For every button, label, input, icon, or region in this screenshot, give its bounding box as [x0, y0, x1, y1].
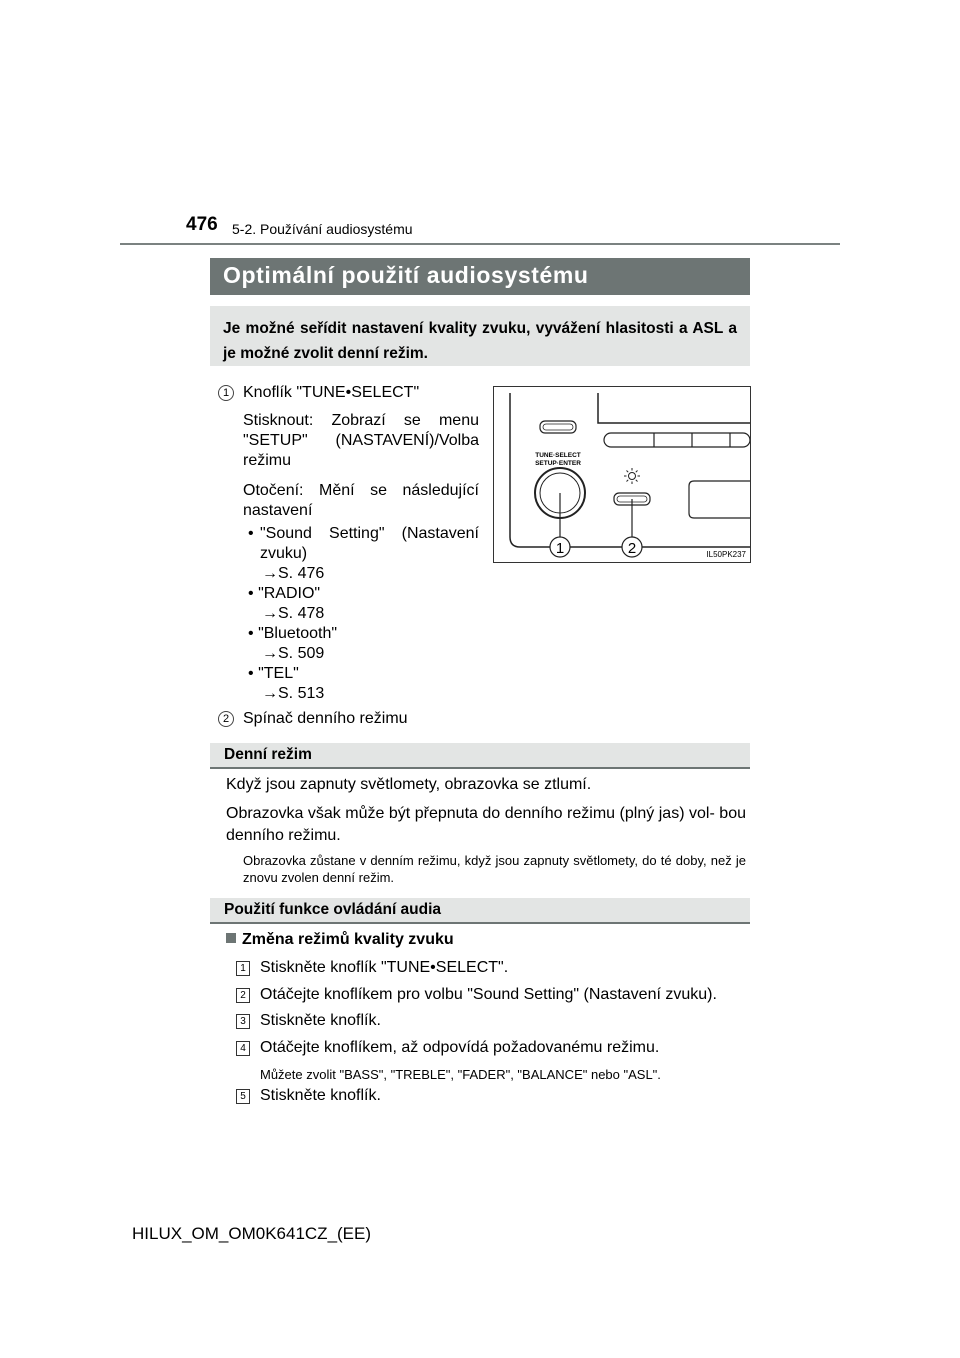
- callout-number-1: 1: [555, 540, 565, 557]
- bullet-label: "RADIO": [258, 585, 321, 602]
- knob-label-1: TUNE·SELECT: [535, 452, 581, 459]
- step-text-1: Stiskněte knoflík "TUNE•SELECT".: [260, 959, 509, 976]
- display-frame: [598, 393, 750, 423]
- day-mode-paragraph-2: Obrazovka však může být přepnuta do denního režimu (plný jas) vol- bou denního režimu.: [226, 805, 746, 844]
- bullet-label: "Sound Setting" (Nastavení zvuku): [260, 525, 479, 562]
- figure-code: IL50PK237: [706, 550, 746, 559]
- preset-buttons: [604, 433, 750, 447]
- bullet-label: "Bluetooth": [258, 625, 338, 642]
- section-heading-day-mode: [210, 743, 750, 769]
- section-title: Denní režim: [224, 746, 312, 763]
- item1-rotate: Otočení: Mění se následující nastavení: [243, 482, 479, 519]
- intro-box: [210, 306, 750, 366]
- step-text-2: Otáčejte knoflíkem pro volbu "Sound Setting" (Nastavení zvuku).: [260, 986, 717, 1003]
- step-text-4: Otáčejte knoflíkem, až odpovídá požadovanému režimu.: [260, 1039, 660, 1056]
- bullet-ref: →S. 478: [262, 605, 325, 622]
- bullet-item-3: • "Bluetooth": [248, 625, 338, 642]
- item1-title: Knoflík "TUNE•SELECT": [243, 384, 420, 401]
- day-mode-note: Obrazovka zůstane v denním režimu, když jsou zapnuty světlomety, do té doby, než je znovu zvolen denní režim.: [243, 853, 746, 885]
- top-button-inner: [543, 424, 573, 430]
- item2-title: Spínač denního režimu: [243, 710, 408, 727]
- item-badge-2: 2: [218, 711, 234, 727]
- audio-panel-figure: [493, 386, 751, 563]
- callout-number-2: 2: [627, 540, 637, 557]
- top-button: [540, 421, 576, 433]
- bullet-item-4: • "TEL": [248, 665, 299, 682]
- intro-text: Je možné seřídit nastavení kvality zvuku, vyvážení hlasitosti a ASL a je možné zvolit denní režim.: [223, 320, 737, 362]
- step-number-4: 4: [236, 1041, 250, 1056]
- step-number-3: 3: [236, 1014, 250, 1029]
- step-text-3: Stiskněte knoflík.: [260, 1012, 381, 1029]
- page-title: Optimální použití audiosystému: [223, 262, 589, 288]
- bullet-label: "TEL": [258, 665, 299, 682]
- step-number-1: 1: [236, 961, 250, 976]
- bullet-ref: →S. 476: [262, 565, 325, 582]
- item-badge-1: 1: [218, 385, 234, 401]
- subheading-sound-quality: [226, 931, 454, 949]
- bullet-item-2: • "RADIO": [248, 585, 321, 602]
- day-mode-paragraph-1: Když jsou zapnuty světlomety, obrazovka se ztlumí.: [226, 776, 592, 793]
- knob-label-2: SETUP·ENTER: [535, 460, 581, 467]
- header-rule: [120, 243, 840, 245]
- bullet-item-1: • "Sound Setting" (Nastavení zvuku): [248, 525, 479, 562]
- subheading-text: Změna režimů kvality zvuku: [242, 931, 454, 948]
- step-number-5: 5: [236, 1089, 250, 1104]
- step-number-2: 2: [236, 988, 250, 1003]
- square-bullet-icon: [226, 933, 236, 943]
- step-text-5: Stiskněte knoflík.: [260, 1087, 381, 1104]
- bullet-ref: →S. 513: [262, 685, 325, 702]
- running-head: 5-2. Používání audiosystému: [232, 221, 413, 237]
- section-title: Použití funkce ovládání audia: [224, 901, 442, 918]
- bullet-ref: →S. 509: [262, 645, 325, 662]
- step-4-note: Můžete zvolit "BASS", "TREBLE", "FADER", "BALANCE" nebo "ASL".: [260, 1067, 661, 1082]
- audio-panel-drawing: [494, 387, 750, 562]
- section-heading-audio-control: [210, 898, 750, 924]
- page-number: 476: [186, 214, 218, 235]
- title-bar: [210, 258, 750, 295]
- cd-slot: [689, 481, 750, 518]
- item1-press: Stisknout: Zobrazí se menu "SETUP" (NASTAVENÍ)/Volba režimu: [243, 412, 479, 469]
- document-code-footer: HILUX_OM_OM0K641CZ_(EE): [132, 1224, 372, 1243]
- panel-outline: [510, 393, 750, 547]
- sun-icon: [624, 468, 640, 484]
